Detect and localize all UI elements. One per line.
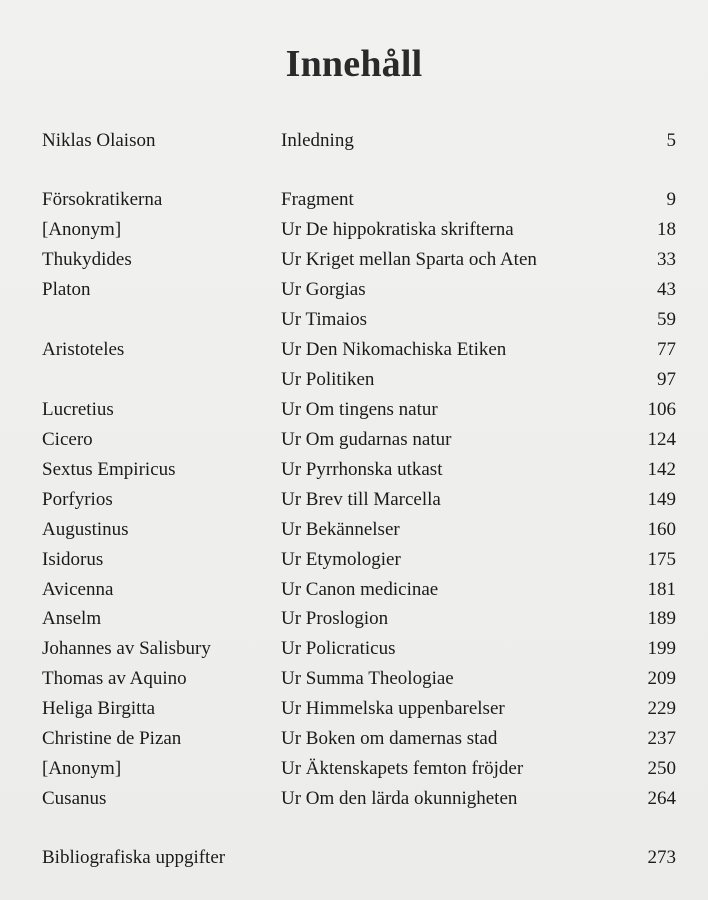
toc-author: Bibliografiska uppgifter [42, 847, 226, 868]
toc-page-number: 106 [647, 399, 676, 420]
toc-author: Niklas Olaison [42, 130, 156, 151]
toc-page-number: 59 [657, 309, 676, 330]
toc-work: Ur Canon medicinae [281, 579, 439, 600]
toc-page-number: 273 [647, 847, 676, 868]
toc-row [0, 305, 708, 335]
toc-work: Ur Politiken [281, 369, 375, 390]
toc-page-number: 9 [666, 189, 676, 210]
toc-author: Thomas av Aquino [42, 668, 187, 689]
toc-work: Ur Kriget mellan Sparta och Aten [281, 249, 537, 270]
toc-work: Ur Brev till Marcella [281, 489, 441, 510]
toc-row [0, 694, 708, 724]
toc-row [0, 485, 708, 515]
toc-author: Thukydides [42, 249, 132, 270]
toc-work: Ur Om tingens natur [281, 399, 438, 420]
toc-author: Isidorus [42, 549, 104, 570]
toc-work: Ur Bekännelser [281, 519, 400, 540]
toc-page-number: 124 [647, 429, 676, 450]
toc-work: Ur Pyrrhonska utkast [281, 459, 443, 480]
toc-author: Augustinus [42, 519, 129, 540]
toc-work: Ur Summa Theologiae [281, 668, 454, 689]
toc-page-number: 18 [657, 219, 676, 240]
toc-work: Ur De hippokratiska skrifterna [281, 219, 514, 240]
toc-page-number: 229 [647, 698, 676, 719]
toc-row [0, 215, 708, 245]
toc-row [0, 515, 708, 545]
toc-row [0, 275, 708, 305]
page-title: Innehåll [285, 43, 423, 85]
toc-row [0, 395, 708, 425]
toc-row [0, 545, 708, 575]
toc-page-number: 181 [647, 579, 676, 600]
toc-page-number: 77 [657, 339, 676, 360]
toc-page-number: 175 [647, 549, 676, 570]
toc-row [0, 575, 708, 605]
toc-author: Johannes av Salisbury [42, 638, 211, 659]
toc-work: Ur Himmelska uppenbarelser [281, 698, 505, 719]
toc-page-number: 199 [647, 638, 676, 659]
toc-row [0, 245, 708, 275]
toc-row [0, 455, 708, 485]
toc-work: Ur Om gudarnas natur [281, 429, 452, 450]
toc-work: Ur Timaios [281, 309, 368, 330]
toc-page-number: 5 [666, 130, 676, 151]
toc-row [0, 425, 708, 455]
toc-work: Inledning [281, 130, 354, 151]
toc-work: Ur Gorgias [281, 279, 366, 300]
toc-page-number: 142 [647, 459, 676, 480]
toc-page-number: 250 [647, 758, 676, 779]
toc-page-number: 149 [647, 489, 676, 510]
toc-work: Ur Etymologier [281, 549, 401, 570]
toc-author: Sextus Empiricus [42, 459, 176, 480]
toc-work: Ur Om den lärda okunnigheten [281, 788, 518, 809]
toc-author: Christine de Pizan [42, 728, 182, 749]
toc-row [0, 126, 708, 156]
toc-row [0, 664, 708, 694]
toc-author: Heliga Birgitta [42, 698, 156, 719]
toc-row [0, 634, 708, 664]
toc-work: Ur Policraticus [281, 638, 396, 659]
toc-author: Platon [42, 279, 91, 300]
toc-work: Ur Proslogion [281, 608, 389, 629]
toc-author: Anselm [42, 608, 102, 629]
toc-work: Ur Den Nikomachiska Etiken [281, 339, 507, 360]
toc-author: Avicenna [42, 579, 114, 600]
toc-author: Cicero [42, 429, 93, 450]
toc-author: [Anonym] [42, 219, 122, 240]
toc-row [0, 365, 708, 395]
toc-page-number: 97 [657, 369, 676, 390]
toc-row [0, 754, 708, 784]
toc-author: Cusanus [42, 788, 107, 809]
toc-page-number: 209 [647, 668, 676, 689]
toc-row [0, 185, 708, 215]
toc-work: Ur Boken om damernas stad [281, 728, 498, 749]
toc-author: Lucretius [42, 399, 114, 420]
toc-work: Ur Äktenskapets femton fröjder [281, 758, 524, 779]
toc-page-number: 189 [647, 608, 676, 629]
toc-page-number: 264 [647, 788, 676, 809]
toc-page-number: 160 [647, 519, 676, 540]
toc-author: Aristoteles [42, 339, 125, 360]
toc-page-number: 33 [657, 249, 676, 270]
toc-row [0, 724, 708, 754]
toc-work: Fragment [281, 189, 354, 210]
toc-author: Försokratikerna [42, 189, 163, 210]
toc-row [0, 784, 708, 814]
toc-page-number: 237 [647, 728, 676, 749]
toc-author: Porfyrios [42, 489, 113, 510]
toc-page-number: 43 [657, 279, 676, 300]
toc-row [0, 843, 708, 873]
toc-row [0, 604, 708, 634]
toc-author: [Anonym] [42, 758, 122, 779]
toc-row [0, 335, 708, 365]
